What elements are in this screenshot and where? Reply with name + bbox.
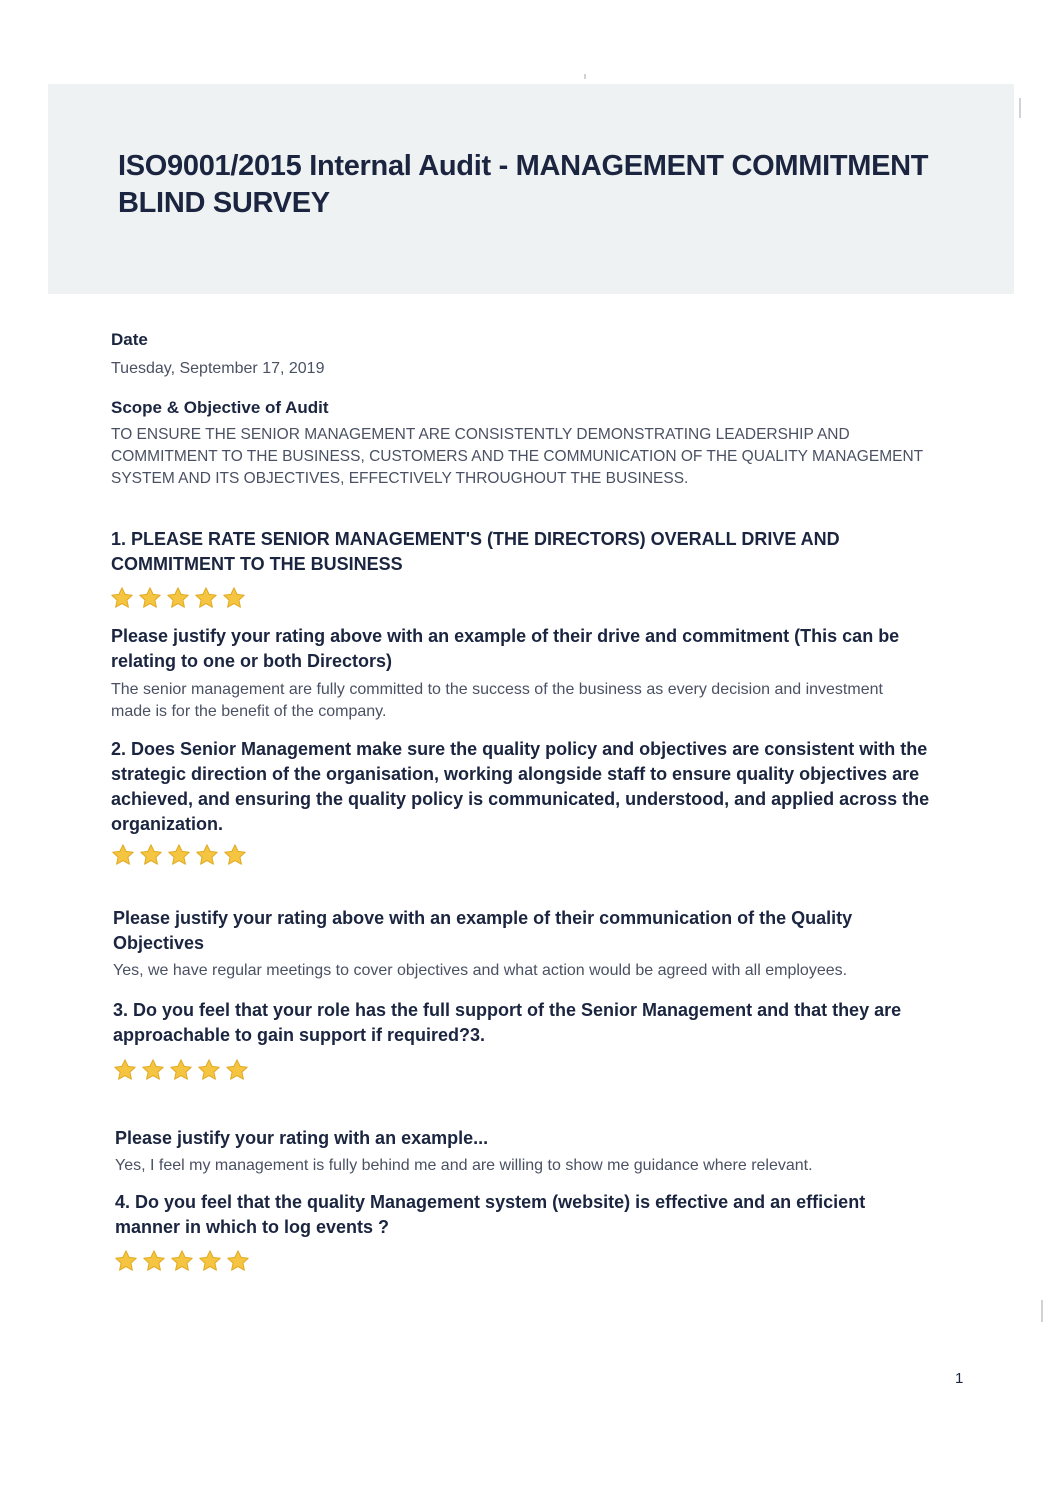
star-icon xyxy=(169,1058,193,1082)
question-2-followup-answer: Yes, we have regular meetings to cover objectives and what action would be agreed with all employees. xyxy=(113,962,848,979)
question-1 xyxy=(111,527,891,577)
question-2 xyxy=(111,737,961,837)
date-value: Tuesday, September 17, 2019 xyxy=(111,360,325,377)
question-4-text: 4. Do you feel that the quality Management system (website) is effective and an efficient manner in which to log events ? xyxy=(115,1192,866,1237)
question-3-followup-label: Please justify your rating with an example... xyxy=(115,1128,489,1148)
question-2-followup-label: Please justify your rating above with an example of their communication of the Quality Objectives xyxy=(113,908,853,953)
document-title: ISO9001/2015 Internal Audit - MANAGEMENT COMMITMENT BLIND SURVEY xyxy=(118,150,929,219)
star-icon xyxy=(226,1249,250,1273)
star-icon xyxy=(142,1249,166,1273)
star-icon xyxy=(114,1249,138,1273)
star-icon xyxy=(138,586,162,610)
question-1-followup-label: Please justify your rating above with an example of their drive and commitment (This can be relating to one or both Directors) xyxy=(111,626,900,671)
date-label: Date xyxy=(111,330,148,349)
question-4-rating xyxy=(114,1249,250,1273)
question-1-followup-answer: The senior management are fully committed to the success of the business as every decision and investment made is for the benefit of the company. xyxy=(111,681,883,720)
star-icon xyxy=(198,1249,222,1273)
scan-artifact xyxy=(1041,1300,1043,1322)
question-3 xyxy=(113,998,933,1048)
page-number: 1 xyxy=(955,1370,964,1387)
star-icon xyxy=(139,843,163,867)
star-icon xyxy=(170,1249,194,1273)
scope-value: TO ENSURE THE SENIOR MANAGEMENT ARE CONSISTENTLY DEMONSTRATING LEADERSHIP AND COMMITMENT TO THE BUSINESS, CUSTOMERS AND THE COMMUNICATION OF THE QUALITY MANAGEMENT SYSTEM AND ITS OBJECTIVES, EFFECTIVELY THROUGHOUT THE BUSINESS. xyxy=(111,426,923,487)
star-icon xyxy=(141,1058,165,1082)
scan-artifact xyxy=(1019,98,1021,118)
star-icon xyxy=(167,843,191,867)
star-icon xyxy=(166,586,190,610)
question-3-followup xyxy=(115,1126,965,1177)
star-icon xyxy=(225,1058,249,1082)
star-icon xyxy=(197,1058,221,1082)
question-3-followup-answer: Yes, I feel my management is fully behind me and are willing to show me guidance where relevant. xyxy=(115,1157,813,1174)
question-4 xyxy=(115,1190,915,1240)
scope-section xyxy=(111,396,961,490)
star-icon xyxy=(111,843,135,867)
question-3-rating xyxy=(113,1058,249,1082)
question-1-followup xyxy=(111,624,941,723)
question-1-text: 1. PLEASE RATE SENIOR MANAGEMENT'S (THE DIRECTORS) OVERALL DRIVE AND COMMITMENT TO THE BUSINESS xyxy=(111,529,840,574)
star-icon xyxy=(223,843,247,867)
question-2-text: 2. Does Senior Management make sure the quality policy and objectives are consistent with the strategic direction of the organisation, working alongside staff to ensure quality objectives are achieved, and ensuring the quality policy is communicated, understood, and applied across the organization. xyxy=(111,739,930,834)
question-1-rating xyxy=(110,586,246,610)
star-icon xyxy=(110,586,134,610)
question-3-text: 3. Do you feel that your role has the full support of the Senior Management and that they are approachable to gain support if required?3. xyxy=(113,1000,902,1045)
question-2-followup xyxy=(113,906,913,982)
scope-label: Scope & Objective of Audit xyxy=(111,398,329,417)
star-icon xyxy=(222,586,246,610)
date-section xyxy=(111,328,961,380)
scan-artifact xyxy=(584,74,586,79)
star-icon xyxy=(194,586,218,610)
star-icon xyxy=(113,1058,137,1082)
question-2-rating xyxy=(111,843,247,867)
star-icon xyxy=(195,843,219,867)
